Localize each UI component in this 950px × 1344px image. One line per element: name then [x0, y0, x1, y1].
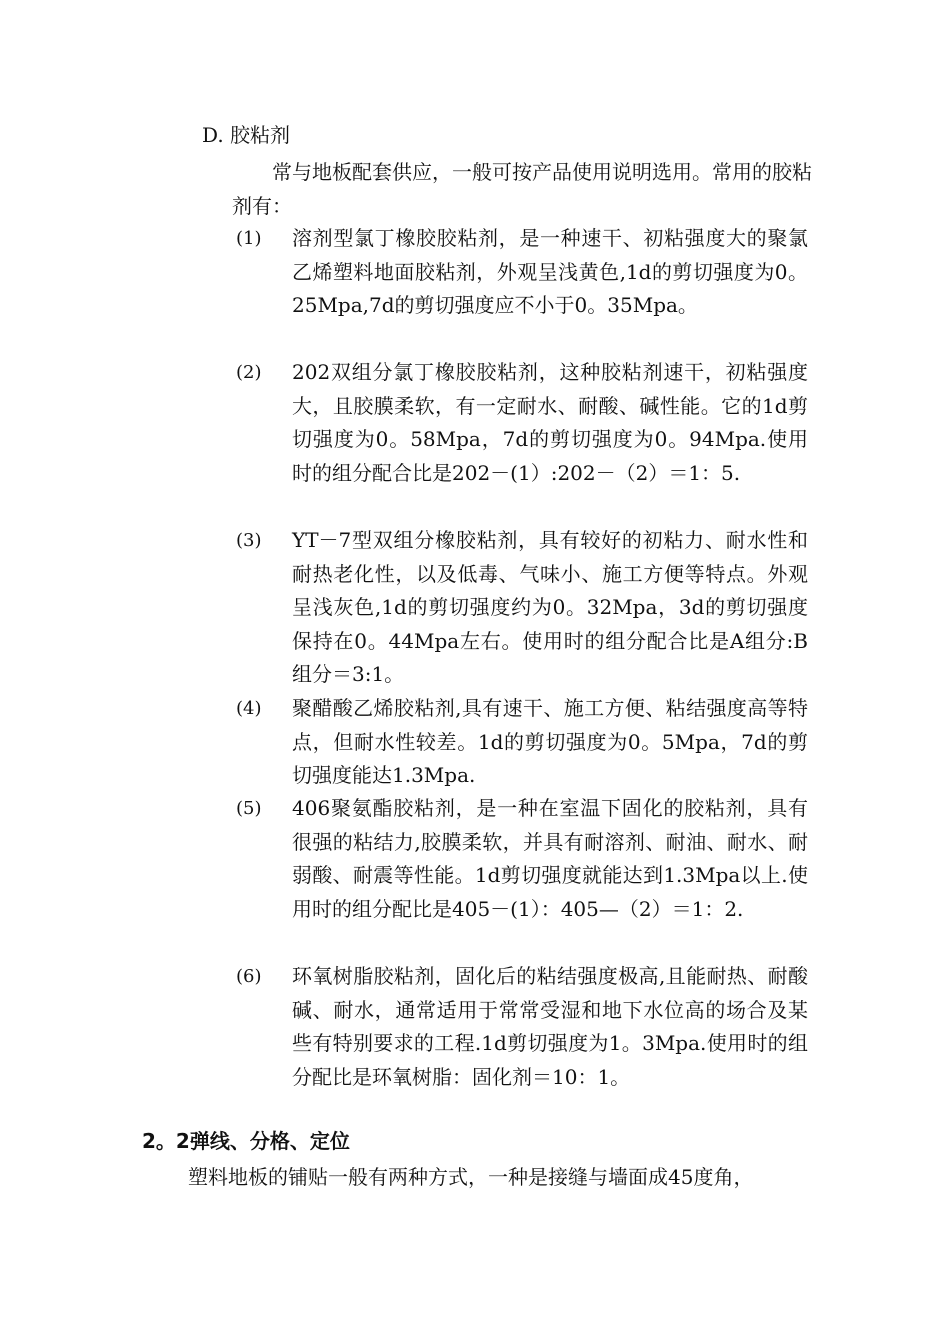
list-item-text: 202双组分氯丁橡胶胶粘剂，这种胶粘剂速干，初粘强度大，且胶膜柔软，有一定耐水、耐酸、碱性能。它的1d剪切强度为0。58Mpa，7d的剪切强度为0。94Mpa.使用时的组分配合比是202－(1）:202－（2）＝1：5.	[292, 360, 808, 485]
list-item-number: (5)	[236, 798, 262, 819]
section-heading: 2。2弹线、分格、定位	[142, 1129, 350, 1153]
list-item-number: (2)	[236, 362, 262, 383]
list-item-text: 聚醋酸乙烯胶粘剂,具有速干、施工方便、粘结强度高等特点，但耐水性较差。1d的剪切强度为0。5Mpa，7d的剪切强度能达1.3Mpa.	[292, 696, 808, 787]
list-item-text: YT－7型双组分橡胶粘剂，具有较好的初粘力、耐水性和耐热老化性，以及低毒、气味小、施工方便等特点。外观呈浅灰色,1d的剪切强度约为0。32Mpa，3d的剪切强度保持在0。44Mpa左右。使用时的组分配合比是A组分:B组分＝3:1。	[292, 528, 808, 686]
list-item-text: 环氧树脂胶粘剂，固化后的粘结强度极高,且能耐热、耐酸碱、耐水，通常适用于常常受湿和地下水位高的场合及某些有特别要求的工程.1d剪切强度为1。3Mpa.使用时的组分配比是环氧树脂：固化剂＝10：1。	[292, 964, 808, 1089]
list-item-number: (3)	[236, 530, 262, 551]
list-item-text: 溶剂型氯丁橡胶胶粘剂，是一种速干、初粘强度大的聚氯乙烯塑料地面胶粘剂，外观呈浅黄色,1d的剪切强度为0。25Mpa,7d的剪切强度应不小于0。35Mpa。	[292, 226, 808, 317]
section-paragraph: 塑料地板的铺贴一般有两种方式，一种是接缝与墙面成45度角，	[188, 1165, 754, 1189]
list-item-number: (6)	[236, 966, 262, 987]
list-item-number: (4)	[236, 698, 262, 719]
list-item-text: 406聚氨酯胶粘剂，是一种在室温下固化的胶粘剂，具有很强的粘结力,胶膜柔软，并具有耐溶剂、耐油、耐水、耐弱酸、耐震等性能。1d剪切强度就能达到1.3Mpa以上.使用时的组分配比是405－(1）：405—（2）＝1：2.	[292, 796, 808, 921]
intro-paragraph: 常与地板配套供应，一般可按产品使用说明选用。常用的胶粘剂有：	[232, 160, 812, 218]
list-item-number: (1)	[236, 228, 262, 249]
subsection-title: D. 胶粘剂	[202, 123, 291, 147]
